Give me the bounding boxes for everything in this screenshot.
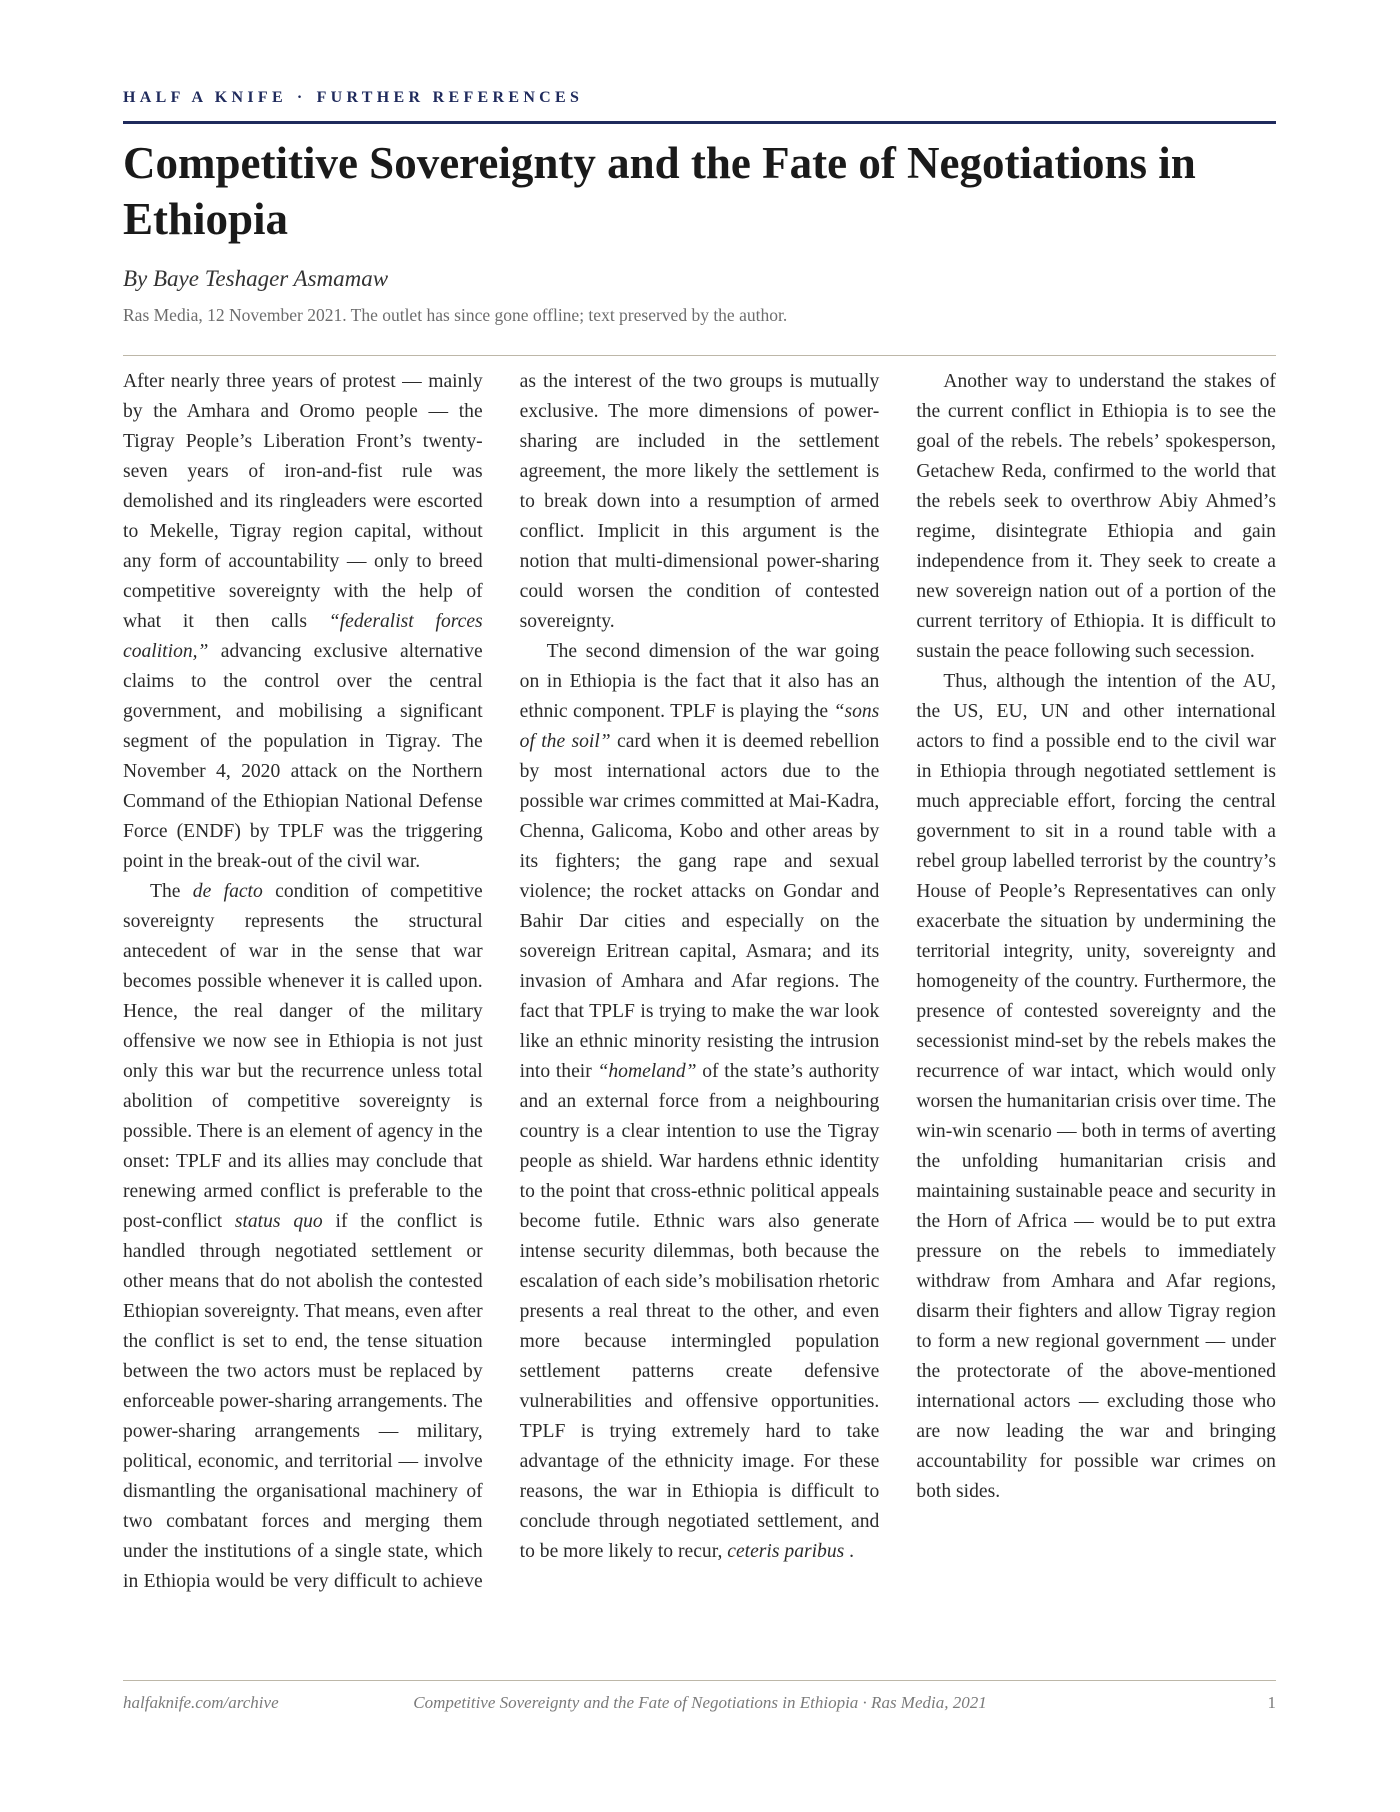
text-run: Another way to understand the stakes of the current conflict in Ethiopia is to see the goal of the rebels. The rebels’ spokesperson, Getachew Reda, confirmed to the world that the rebels seek to overthrow Abiy Ahmed’s regime, disintegrate Ethiopia and gain independence from it. They seek to create a new sovereign nation out of a portion of the current territory of Ethiopia. It is difficult to sustain the peace following such secession. xyxy=(916,371,1276,662)
running-head xyxy=(123,89,583,107)
emphasis: “sons of the soil” xyxy=(519,701,880,752)
emphasis: ceteris paribus xyxy=(727,1541,845,1562)
running-head-separator: · xyxy=(296,89,307,106)
byline: By Baye Teshager Asmamaw xyxy=(123,266,389,291)
text-run: condition of competitive sovereignty represents the structural antecedent of war in the sense that war becomes possible whenever it is called upon. Hence, the real danger of the military offensive we now see in Ethiopia is not just only this war but the recurrence unless total abolition of competitive sovereignty is possible. There is an element of agency in the onset: TPLF and its allies may conclude that renewing armed conflict is preferable to the post-conflict xyxy=(123,881,483,1232)
paragraph-3 xyxy=(520,637,880,1567)
emphasis: “homeland” xyxy=(597,1061,697,1082)
publication-name: HALF A KNIFE xyxy=(123,89,287,106)
section-name: FURTHER REFERENCES xyxy=(316,89,584,106)
top-rule xyxy=(123,121,1276,124)
emphasis: “federalist forces coalition,” xyxy=(123,611,483,662)
article-title: Competitive Sovereignty and the Fate of Negotiations in Ethiopia xyxy=(123,138,1196,244)
section-divider xyxy=(123,355,1276,356)
text-run: . xyxy=(844,1541,855,1562)
paragraph-4 xyxy=(916,367,1276,667)
paragraph-1 xyxy=(123,367,483,877)
paragraph-5 xyxy=(916,667,1276,1507)
source-note: Ras Media, 12 November 2021. The outlet has since gone offline; text preserved by the author. xyxy=(123,305,788,325)
text-run: The xyxy=(150,881,193,902)
text-run: Thus, although the intention of the AU, the US, EU, UN and other international actors to find a possible end to the civil war in Ethiopia through negotiated settlement is much appreciable effort, forcing the central government to sit in a round table with a rebel group labelled terrorist by the country’s House of People’s Representatives can only exacerbate the situation by undermining the territorial integrity, unity, sovereignty and homogeneity of the country. Furthermore, the presence of contested sovereignty and the secessionist mind-set by the rebels makes the recurrence of war intact, which would only worsen the humanitarian crisis over time. The win-win scenario — both in terms of averting the unfolding humanitarian crisis and maintaining sustainable peace and security in the Horn of Africa — would be to put extra pressure on the rebels to immediately withdraw from Amhara and Afar regions, disarm their fighters and allow Tigray region to form a new regional government — under the protectorate of the above-mentioned international actors — excluding those who are now leading the war and bringing accountability for possible war crimes on both sides. xyxy=(916,671,1276,1502)
text-run: The second dimension of the war going on in Ethiopia is the fact that it also has an ethnic component. TPLF is playing the xyxy=(519,641,880,722)
text-run: After nearly three years of protest — mainly by the Amhara and Oromo people — the Tigray People’s Liberation Front’s twenty-seven years of iron-and-fist rule was demolished and its ringleaders were escorted to Mekelle, Tigray region capital, without any form of accountability — only to breed competitive sovereignty with the help of what it then calls xyxy=(123,371,483,632)
text-run: card when it is deemed rebellion by most international actors due to the possible war crimes committed at Mai-Kadra, Chenna, Galicoma, Kobo and other areas by its fighters; the gang rape and sexual violence; the rocket attacks on Gondar and Bahir Dar cities and especially on the sovereign Eritrean capital, Asmara; and its invasion of Amhara and Afar regions. The fact that TPLF is trying to make the war look like an ethnic minority resisting the intrusion into their xyxy=(519,731,880,1082)
text-run: advancing exclusive alternative claims to the control over the central government, and mobilising a significant segment of the population in Tigray. The November 4, 2020 attack on the Northern Command of the Ethiopian National Defense Force (ENDF) by TPLF was the triggering point in the break-out of the civil war. xyxy=(123,641,483,872)
emphasis: status quo xyxy=(234,1211,323,1232)
page-number: 1 xyxy=(1267,1693,1276,1712)
article-body xyxy=(123,367,1276,1625)
emphasis: de facto xyxy=(192,881,263,902)
text-run: if the conflict is handled through negotiated settlement or other means that do not abolish the contested Ethiopian sovereignty. That means, even after the conflict is set to end, the tense situation between the two actors must be replaced by enforceable power-sharing arrangements. The power-sharing arrangements — military, political, economic, and territorial — involve dismantling the organisational machinery of two combatant forces and merging them under the institutions of a single state, which in Ethiopia would be very difficult to achieve as the interest of the two groups is mutually exclusive. The more dimensions of power-sharing are included in the settlement agreement, the more likely the settlement is to break down into a resumption of armed conflict. Implicit in this argument is the notion that multi-dimensional power-sharing could worsen the condition of contested sovereignty. xyxy=(123,371,880,1592)
text-run: of the state’s authority and an external force from a neighbouring country is a clear intention to use the Tigray people as shield. War hardens ethnic identity to the point that cross-ethnic political appeals become futile. Ethnic wars also generate intense security dilemmas, both because the escalation of each side’s mobilisation rhetoric presents a real threat to the other, and even more because intermingled population settlement patterns create defensive vulnerabilities and offensive opportunities. TPLF is trying extremely hard to take advantage of the ethnicity image. For these reasons, the war in Ethiopia is difficult to conclude through negotiated settlement, and to be more likely to recur, xyxy=(519,1061,880,1562)
footer-title: Competitive Sovereignty and the Fate of Negotiations in Ethiopia · Ras Media, 2021 xyxy=(413,1693,987,1712)
footer-rule xyxy=(123,1680,1276,1681)
footer-archive-link[interactable]: halfaknife.com/archive xyxy=(123,1693,279,1712)
